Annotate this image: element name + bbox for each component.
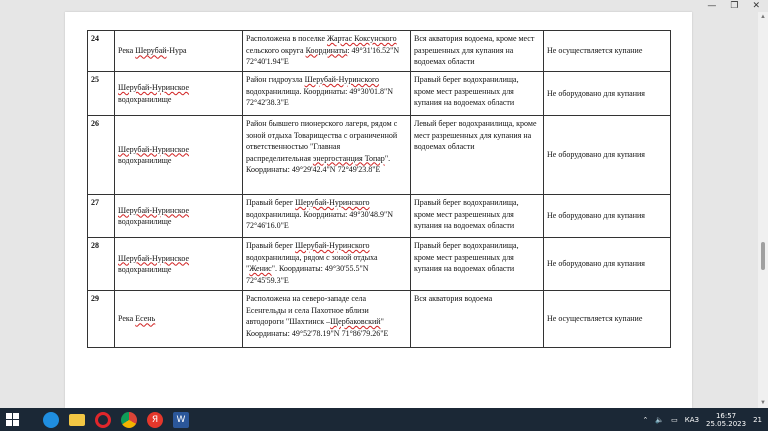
row-number[interactable] bbox=[88, 238, 115, 291]
cell-text: Левый берег водохранилища, кроме мест разрешенных для купания на водоемах области bbox=[414, 119, 537, 151]
yandex-icon[interactable]: Я bbox=[147, 412, 163, 428]
restore-button[interactable]: ❐ bbox=[730, 1, 739, 11]
restricted-area[interactable] bbox=[411, 291, 544, 348]
location-description[interactable] bbox=[243, 195, 411, 238]
location-description[interactable] bbox=[243, 72, 411, 116]
cell-text: водохранилище bbox=[118, 265, 172, 274]
row-number[interactable] bbox=[88, 72, 115, 116]
cell-text: Не осуществляется купание bbox=[547, 314, 643, 324]
row-number-text: 26 bbox=[91, 119, 99, 128]
location-description[interactable] bbox=[243, 116, 411, 195]
cell-text: Шерубай-Нуринского bbox=[304, 75, 380, 84]
row-number-text: 29 bbox=[91, 294, 99, 303]
scroll-up-icon[interactable]: ▲ bbox=[760, 14, 766, 20]
row-number[interactable] bbox=[88, 195, 115, 238]
close-button[interactable]: ✕ bbox=[752, 1, 760, 11]
cell-text: Есень bbox=[135, 314, 156, 324]
cell-text: : 49°31'16.52"N 72°40'1.94"E bbox=[246, 45, 400, 66]
restricted-area[interactable] bbox=[411, 31, 544, 72]
cell-text: Шерубай-Нуринское bbox=[118, 205, 189, 215]
cell-text: Не осуществляется купание bbox=[547, 46, 643, 56]
row-number[interactable] bbox=[88, 116, 115, 195]
cell-text: водохранилища. Координаты: 49°30'01.8"N 72°42'38.3"E bbox=[246, 86, 394, 107]
chrome-icon[interactable] bbox=[121, 412, 137, 428]
windows-start-icon[interactable] bbox=[6, 413, 19, 426]
swimming-status[interactable] bbox=[544, 291, 671, 348]
document-page[interactable] bbox=[65, 12, 692, 408]
vertical-scrollbar[interactable] bbox=[758, 12, 768, 408]
cell-text: Река bbox=[118, 314, 136, 324]
restricted-area[interactable] bbox=[411, 72, 544, 116]
table-row bbox=[88, 238, 671, 291]
cell-text: Район бывшего пионерского лагеря, рядом с зоной отдыха Товарищества с ограниченной ответственностью "Главная распределительная bbox=[246, 119, 398, 163]
table-row bbox=[88, 116, 671, 195]
cell-text: Правый берег bbox=[246, 241, 296, 250]
row-number-text: 28 bbox=[91, 241, 99, 250]
cell-text: Шерубай-Нуринское bbox=[118, 144, 189, 154]
cell-text: Река bbox=[118, 46, 136, 56]
water-body-name[interactable] bbox=[115, 116, 243, 195]
cell-text: " Координаты: 49°52'78.19"N 71°86'79.26"E bbox=[246, 317, 389, 338]
cell-text: водохранилище bbox=[118, 217, 172, 226]
cell-text: Район гидроузла bbox=[246, 75, 305, 84]
row-number-text: 25 bbox=[91, 75, 99, 84]
location-description[interactable] bbox=[243, 238, 411, 291]
row-number[interactable] bbox=[88, 291, 115, 348]
cell-text: Не оборудовано для купания bbox=[547, 150, 645, 160]
table-row bbox=[88, 195, 671, 238]
cell-text: водохранилища. Координаты: 49°30'48.9"N 72°46'16.0"E bbox=[246, 209, 394, 230]
row-number-text: 27 bbox=[91, 198, 99, 207]
clock[interactable] bbox=[706, 412, 746, 428]
location-description[interactable] bbox=[243, 31, 411, 72]
notification-badge[interactable]: 21 bbox=[753, 415, 762, 424]
word-icon[interactable]: W bbox=[173, 412, 189, 428]
row-number[interactable] bbox=[88, 31, 115, 72]
water-body-name[interactable] bbox=[115, 72, 243, 116]
language-indicator[interactable]: КАЗ bbox=[684, 415, 699, 424]
cell-text: Жартас Коксунского bbox=[327, 34, 397, 43]
cell-text: Расположена на северо-западе села Есенгельды и села Пахотное вблизи автодороги "Шахтинск – bbox=[246, 294, 369, 326]
cell-text: энергостанция Топар bbox=[312, 153, 385, 163]
cell-text: Щербаковский bbox=[330, 317, 381, 326]
swimming-status[interactable] bbox=[544, 116, 671, 195]
cell-text: сельского округа bbox=[246, 45, 306, 55]
cell-text: Шерубай-Нуринское bbox=[118, 83, 189, 92]
water-body-name[interactable] bbox=[115, 31, 243, 72]
cell-text: водохранилища, рядом с зоной отдыха " bbox=[246, 252, 378, 273]
cell-text: Правый берег водохранилища, кроме мест разрешенных для купания на водоемах области bbox=[414, 75, 519, 107]
table-row bbox=[88, 291, 671, 348]
network-icon[interactable]: ▭ bbox=[671, 415, 678, 424]
cell-text: водохранилище bbox=[118, 156, 172, 165]
water-body-name[interactable] bbox=[115, 195, 243, 238]
cell-text: Правый берег bbox=[246, 198, 296, 207]
scroll-thumb[interactable] bbox=[761, 242, 765, 270]
window-controls bbox=[707, 0, 768, 12]
volume-icon[interactable]: 🔈 bbox=[655, 415, 665, 424]
cell-text: Шерубай-Нуринское bbox=[118, 253, 189, 263]
edge-icon[interactable] bbox=[43, 412, 59, 428]
cell-text: Правый берег водохранилища, кроме мест разрешенных для купания на водоемах области bbox=[414, 198, 519, 230]
cell-text: ". Координаты: 49°29'42.4"N 72°49'23.8"E bbox=[246, 153, 391, 174]
restricted-area[interactable] bbox=[411, 238, 544, 291]
scroll-down-icon[interactable]: ▼ bbox=[760, 400, 766, 406]
file-explorer-icon[interactable] bbox=[69, 414, 85, 426]
cell-text: Шерубай-Нуринского bbox=[295, 198, 370, 207]
table-row bbox=[88, 72, 671, 116]
cell-text: Женис bbox=[249, 264, 272, 273]
row-number-text: 24 bbox=[91, 34, 99, 43]
cell-text: Не оборудовано для купания bbox=[547, 88, 645, 98]
cell-text: Вся акватория водоема bbox=[414, 294, 493, 303]
cell-text: -Нура bbox=[166, 46, 187, 56]
location-description[interactable] bbox=[243, 291, 411, 348]
cell-text: Шерубай-Нуринского bbox=[295, 241, 370, 250]
beaches-table bbox=[87, 30, 671, 348]
restricted-area[interactable] bbox=[411, 116, 544, 195]
restricted-area[interactable] bbox=[411, 195, 544, 238]
system-tray bbox=[643, 412, 768, 428]
cell-text: Правый берег водохранилища, кроме мест разрешенных для купания на водоемах области bbox=[414, 241, 519, 273]
cell-text: водохранилище bbox=[118, 94, 172, 104]
swimming-status[interactable] bbox=[544, 72, 671, 116]
cell-text: Не оборудовано для купания bbox=[547, 259, 645, 269]
cell-text: Координаты bbox=[305, 45, 348, 55]
swimming-status[interactable] bbox=[544, 31, 671, 72]
swimming-status[interactable] bbox=[544, 195, 671, 238]
cell-text: ". Координаты: 49°30'55.5"N 72°45'59.3"E bbox=[246, 264, 369, 285]
cell-text: Не оборудовано для купания bbox=[547, 211, 645, 221]
table-row bbox=[88, 31, 671, 72]
clock-time: 16:57 bbox=[715, 411, 737, 420]
taskbar bbox=[0, 408, 768, 431]
clock-date: 25.05.2023 bbox=[705, 419, 747, 428]
opera-icon[interactable] bbox=[95, 412, 111, 428]
water-body-name[interactable] bbox=[115, 238, 243, 291]
swimming-status[interactable] bbox=[544, 238, 671, 291]
cell-text: Расположена в поселке bbox=[246, 34, 328, 43]
chevron-up-icon[interactable]: ⌃ bbox=[642, 415, 649, 424]
minimize-button[interactable]: — bbox=[707, 1, 717, 11]
cell-text: Шерубай bbox=[135, 46, 167, 56]
cell-text: Вся акватория водоема, кроме мест разрешенных для купания на водоемах области bbox=[414, 34, 535, 66]
water-body-name[interactable] bbox=[115, 291, 243, 348]
